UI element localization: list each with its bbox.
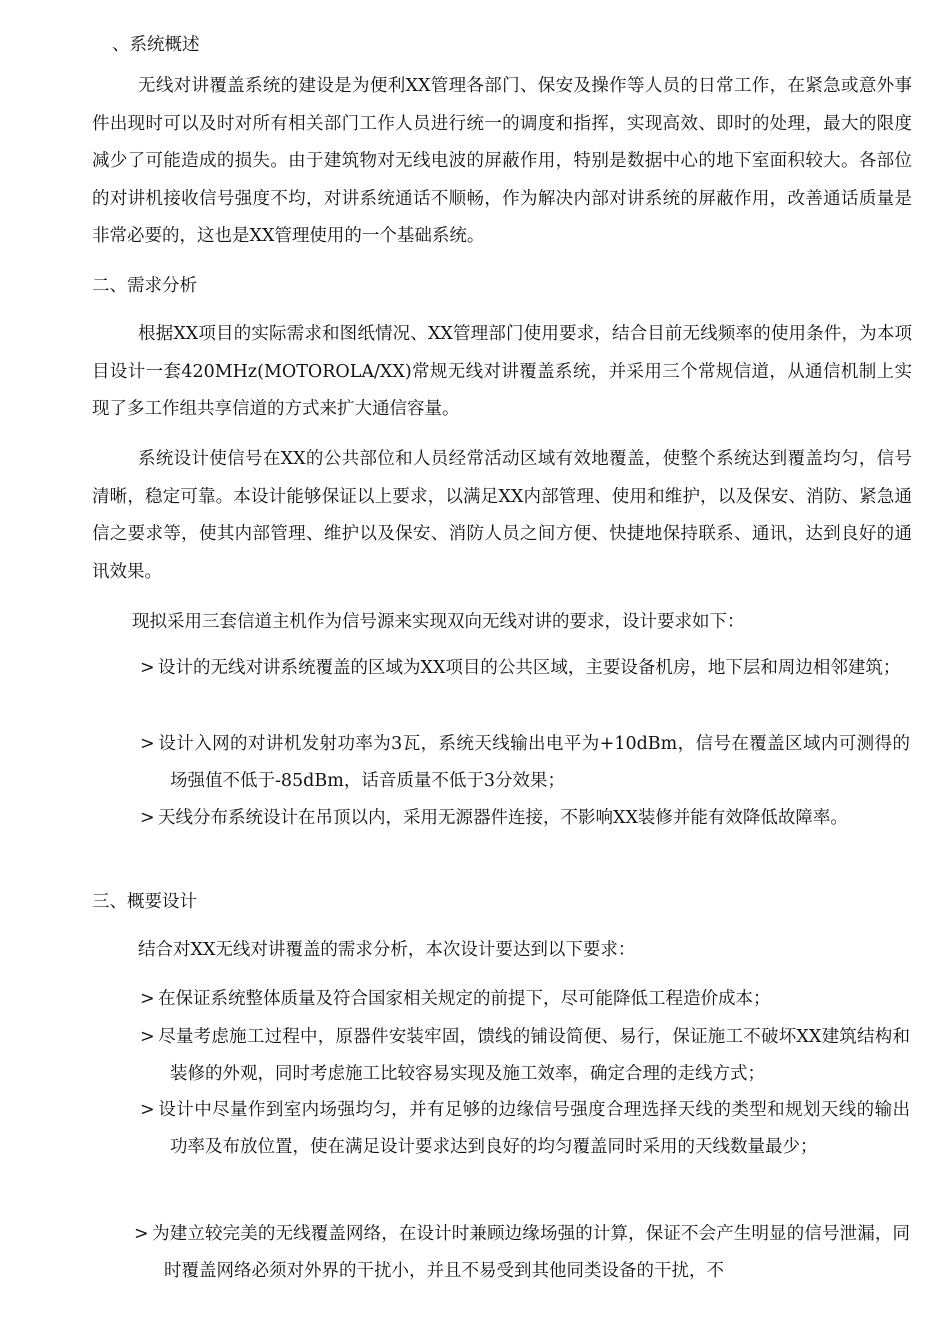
list-item-text: 为建立较完美的无线覆盖网络，在设计时兼顾边缘场强的计算，保证不会产生明显的信号泄漏，同时覆盖网络必须对外界的干扰小，并且不易受到其他同类设备的干扰，不 (152, 1224, 910, 1281)
list-item-text: 设计的无线对讲系统覆盖的区域为XX项目的公共区域，主要设备机房，地下层和周边相邻建筑； (158, 658, 901, 678)
list-item-text: 设计中尽量作到室内场强均匀，并有足够的边缘信号强度合理选择天线的类型和规划天线的输出功率及布放位置，使在满足设计要求达到良好的均匀覆盖同时采用的天线数量最少； (158, 1100, 910, 1157)
paragraph-design-1: 结合对XX无线对讲覆盖的需求分析，本次设计要达到以下要求： (138, 940, 636, 960)
bullet-marker: > (140, 658, 155, 678)
bullet-marker: > (140, 808, 155, 828)
section-heading-overview: 、系统概述 (112, 35, 200, 55)
paragraph-requirements-1: 根据XX项目的实际需求和图纸情况、XX管理部门使用要求，结合目前无线频率的使用条件，为本项目设计一套420MHz(MOTOROLA/XX)常规无线对讲覆盖系统，并采用三个常规信道，从通信机制上实现了多工作组共享信道的方式来扩大通信容量。 (92, 324, 912, 419)
list-item-design-3 (140, 1092, 910, 1166)
list-item-design-2 (140, 1019, 910, 1093)
bullet-marker: > (134, 1224, 149, 1244)
paragraph-requirements-2: 系统设计使信号在XX的公共部位和人员经常活动区域有效地覆盖，使整个系统达到覆盖均匀，信号清晰，稳定可靠。本设计能够保证以上要求，以满足XX内部管理、使用和维护，以及保安、消防、紧急通信之要求等，使其内部管理、维护以及保安、消防人员之间方便、快捷地保持联系、通讯，达到良好的通讯效果。 (92, 449, 912, 582)
list-item-design-1 (140, 981, 910, 1018)
paragraph-requirements-3: 现拟采用三套信道主机作为信号源来实现双向无线对讲的要求，设计要求如下： (132, 612, 745, 632)
bullet-marker: > (140, 734, 155, 754)
list-item-text: 在保证系统整体质量及符合国家相关规定的前提下，尽可能降低工程造价成本； (158, 989, 771, 1009)
list-item-text: 尽量考虑施工过程中，原器件安装牢固，馈线的铺设简便、易行，保证施工不破坏XX建筑结构和装修的外观，同时考虑施工比较容易实现及施工效率，确定合理的走线方式； (158, 1027, 910, 1084)
list-item-requirement-1 (140, 650, 910, 687)
list-item-requirement-3 (140, 800, 920, 837)
list-item-requirement-2 (140, 726, 910, 800)
list-item-design-4 (134, 1216, 910, 1290)
section-heading-requirements: 二、需求分析 (92, 276, 197, 296)
bullet-marker: > (140, 1027, 155, 1047)
list-item-text: 天线分布系统设计在吊顶以内，采用无源器件连接，不影响XX装修并能有效降低故障率。 (158, 808, 848, 828)
bullet-marker: > (140, 989, 155, 1009)
bullet-marker: > (140, 1100, 155, 1120)
paragraph-overview: 无线对讲覆盖系统的建设是为便利XX管理各部门、保安及操作等人员的日常工作，在紧急或意外事件出现时可以及时对所有相关部门工作人员进行统一的调度和指挥，实现高效、即时的处理，最大的限度减少了可能造成的损失。由于建筑物对无线电波的屏蔽作用，特别是数据中心的地下室面积较大。各部位的对讲机接收信号强度不均，对讲系统通话不顺畅，作为解决内部对讲系统的屏蔽作用，改善通话质量是非常必要的，这也是XX管理使用的一个基础系统。 (92, 76, 912, 246)
list-item-text: 设计入网的对讲机发射功率为3瓦，系统天线输出电平为+10dBm，信号在覆盖区域内可测得的场强值不低于-85dBm，话音质量不低于3分效果； (158, 734, 910, 791)
section-heading-design: 三、概要设计 (92, 892, 197, 912)
